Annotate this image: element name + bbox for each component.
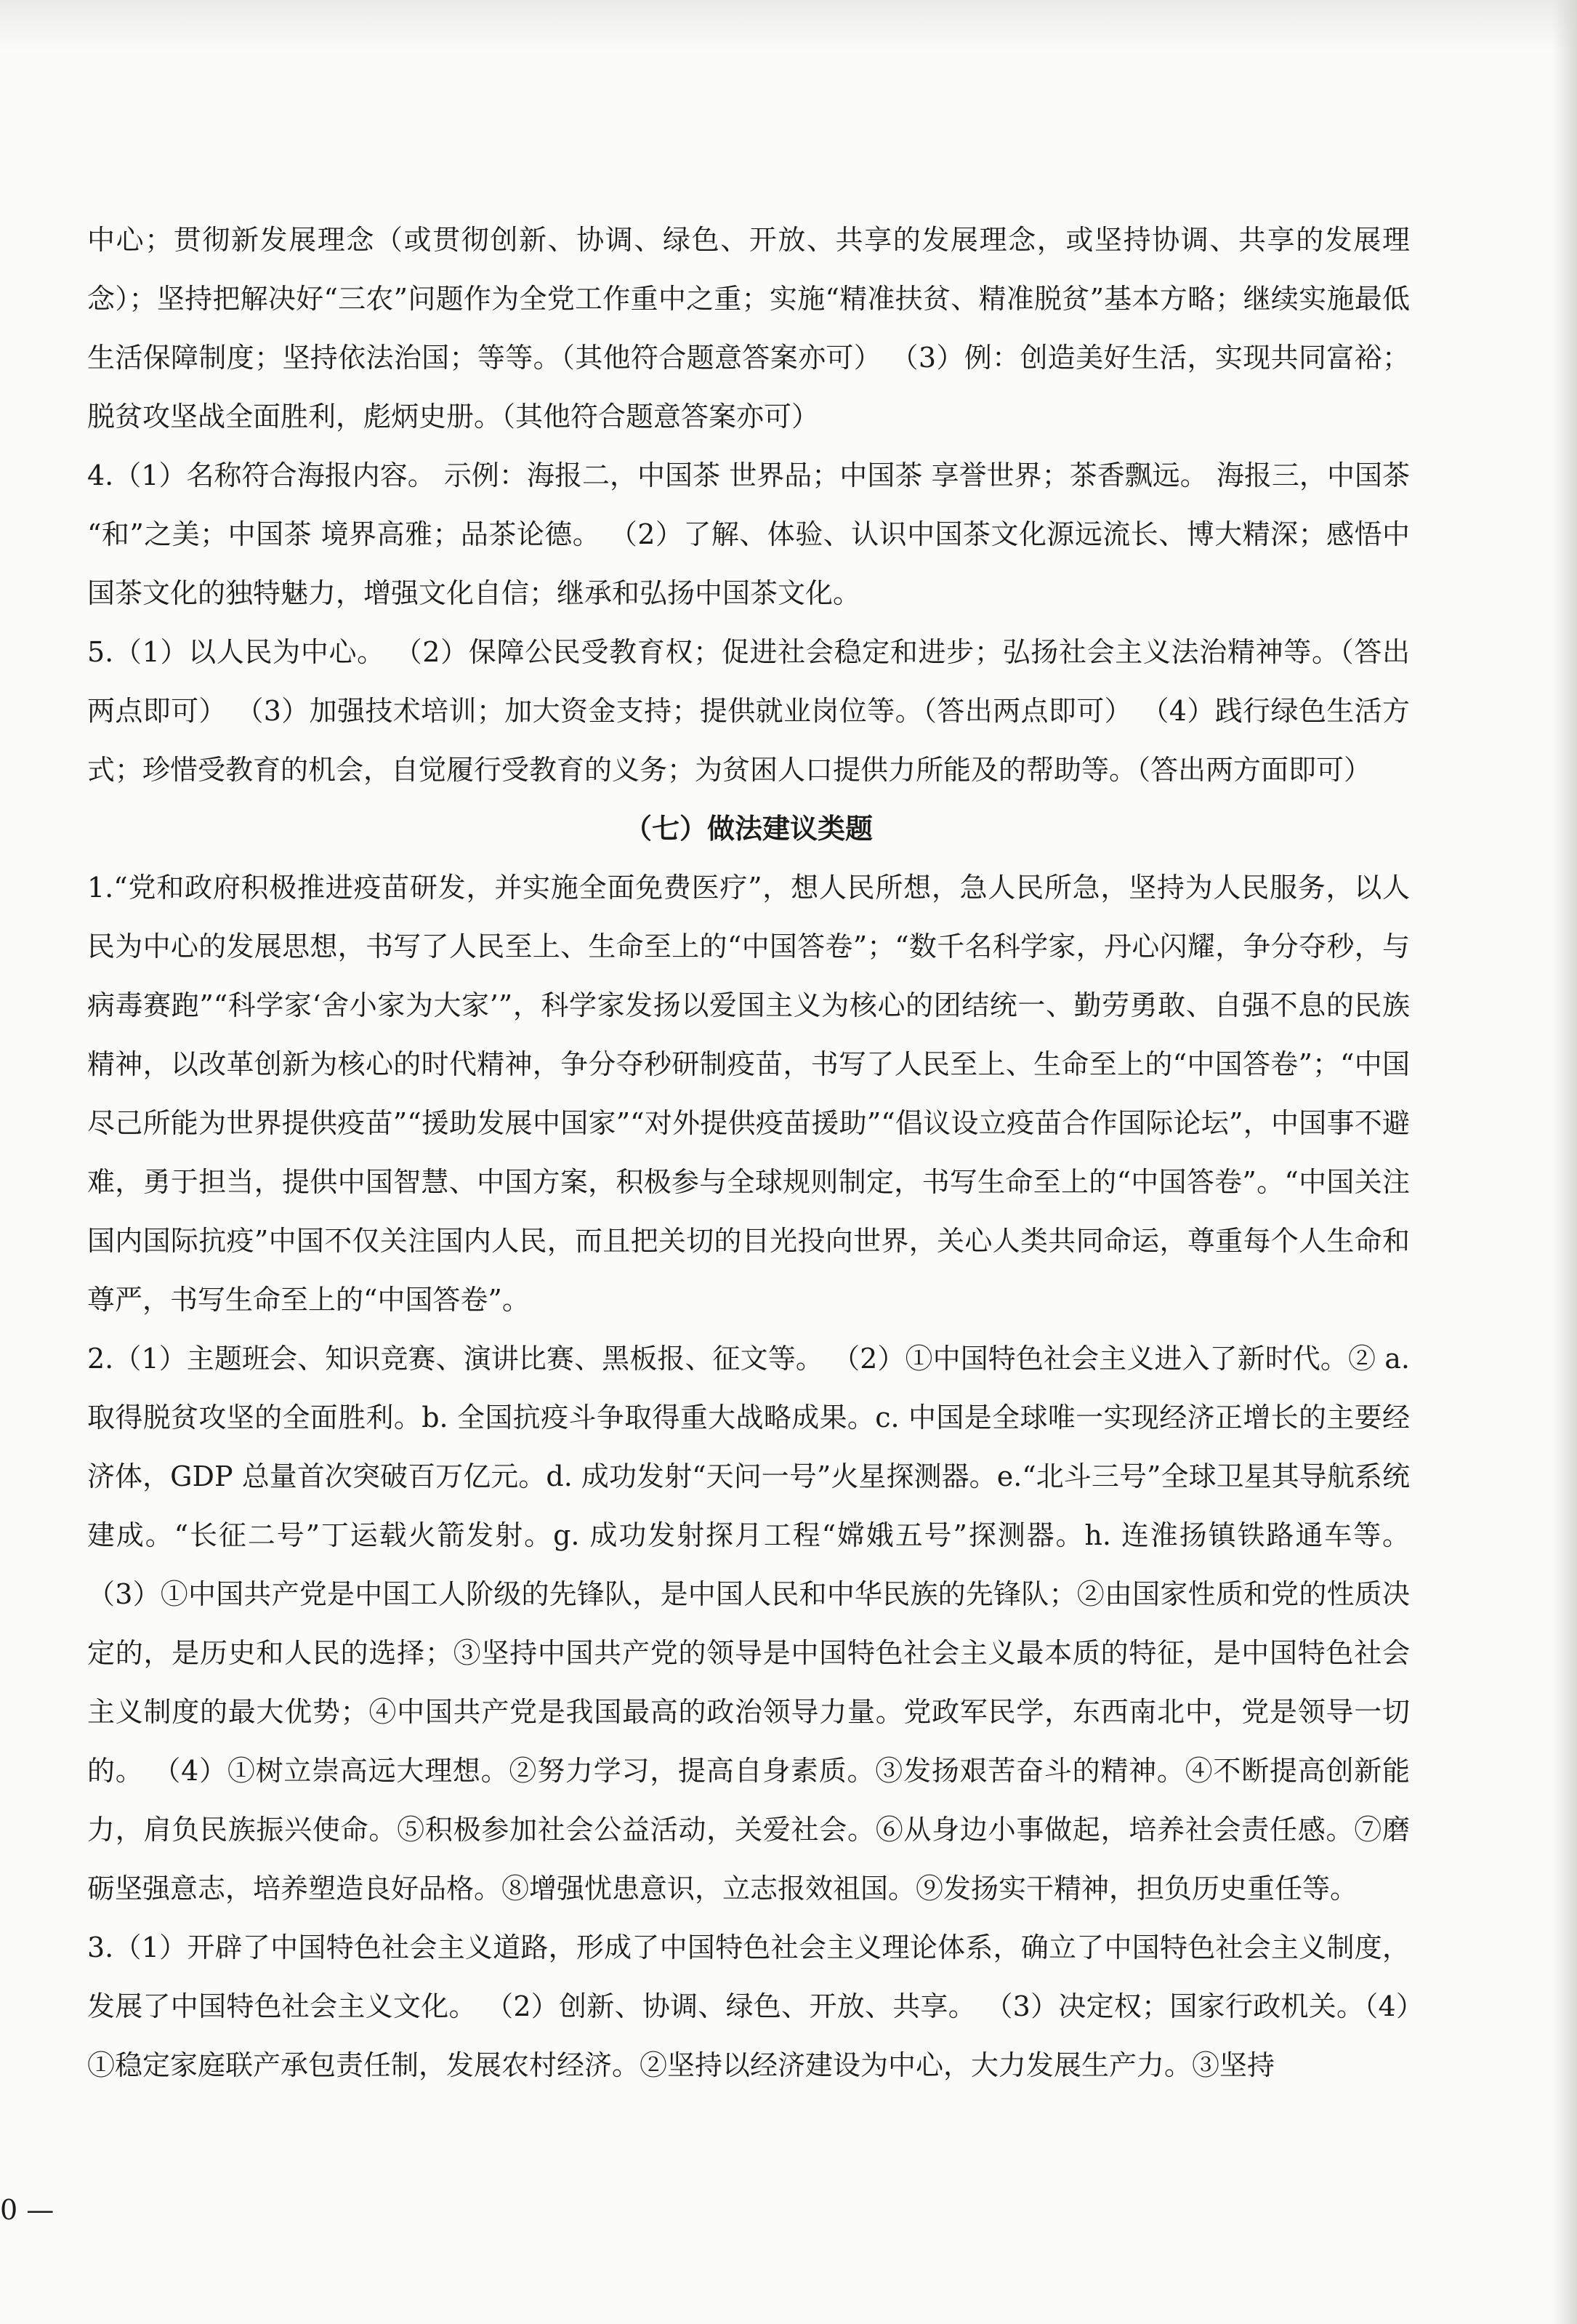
document-body bbox=[87, 211, 1410, 2095]
section-heading: （七）做法建议类题 bbox=[624, 813, 873, 845]
scan-edge-shadow bbox=[1552, 0, 1577, 2324]
answer-paragraph-1: 1.“党和政府积极推进疫苗研发，并实施全面免费医疗”，想人民所想，急人民所急，坚持为人民服务，以人民为中心的发展思想，书写了人民至上、生命至上的“中国答卷”；“数千名科学家，丹心闪耀，争分夺秒，与病毒赛跑”“科学家‘舍小家为大家’”，科学家发扬以爱国主义为核心的团结统一、勤劳勇敢、自强不息的民族精神，以改革创新为核心的时代精神，争分夺秒研制疫苗，书写了人民至上、生命至上的“中国答卷”；“中国尽己所能为世界提供疫苗”“援助发展中国家”“对外提供疫苗援助”“倡议设立疫苗合作国际论坛”，中国事不避难，勇于担当，提供中国智慧、中国方案，积极参与全球规则制定，书写生命至上的“中国答卷”。“中国关注国内国际抗疫”中国不仅关注国内人民，而且把关切的目光投向世界，关心人类共同命运，尊重每个人生命和尊严，书写生命至上的“中国答卷”。 bbox=[87, 872, 1410, 1316]
answer-paragraph-3: 3.（1）开辟了中国特色社会主义道路，形成了中国特色社会主义理论体系，确立了中国特色社会主义制度，发展了中国特色社会主义文化。 （2）创新、协调、绿色、开放、共享。 （3）决定权；国家行政机关。（4）①稳定家庭联产承包责任制，发展农村经济。②坚持以经济建设为中心，大力发展生产力。③坚持 bbox=[87, 1931, 1410, 2081]
answer-paragraph-5: 5.（1）以人民为中心。 （2）保障公民受教育权；促进社会稳定和进步；弘扬社会主义法治精神等。（答出两点即可） （3）加强技术培训；加大资金支持；提供就业岗位等。（答出两点即可） （4）践行绿色生活方式；珍惜受教育的机会，自觉履行受教育的义务；为贫困人口提供力所能及的帮助等。（答出两方面即可） bbox=[87, 636, 1410, 786]
scan-top-shadow bbox=[0, 0, 1577, 51]
answer-paragraph-continued: 中心；贯彻新发展理念（或贯彻创新、协调、绿色、开放、共享的发展理念，或坚持协调、共享的发展理念）；坚持把解决好“三农”问题作为全党工作重中之重；实施“精准扶贫、精准脱贫”基本方略；继续实施最低生活保障制度；坚持依法治国；等等。（其他符合题意答案亦可） （3）例：创造美好生活，实现共同富裕；脱贫攻坚战全面胜利，彪炳史册。（其他符合题意答案亦可） bbox=[87, 224, 1410, 433]
answer-paragraph-4: 4.（1）名称符合海报内容。 示例：海报二，中国茶 世界品；中国茶 享誉世界；茶香飘远。 海报三，中国茶 “和”之美；中国茶 境界高雅；品茶论德。 （2）了解、体验、认识中国茶文化源远流长、博大精深；感悟中国茶文化的独特魅力，增强文化自信；继承和弘扬中国茶文化。 bbox=[87, 459, 1410, 609]
page-number: 0 — bbox=[0, 2194, 55, 2226]
answer-paragraph-2: 2.（1）主题班会、知识竞赛、演讲比赛、黑板报、征文等。 （2）①中国特色社会主义进入了新时代。② a. 取得脱贫攻坚的全面胜利。b. 全国抗疫斗争取得重大战略成果。c. 中国是全球唯一实现经济正增长的主要经济体，GDP 总量首次突破百万亿元。d. 成功发射“天问一号”火星探测器。e.“北斗三号”全球卫星其导航系统建成。“长征二号”丁运载火箭发射。g. 成功发射探月工程“嫦娥五号”探测器。h. 连淮扬镇铁路通车等。 （3）①中国共产党是中国工人阶级的先锋队，是中国人民和中华民族的先锋队；②由国家性质和党的性质决定的，是历史和人民的选择；③坚持中国共产党的领导是中国特色社会主义最本质的特征，是中国特色社会主义制度的最大优势；④中国共产党是我国最高的政治领导力量。党政军民学，东西南北中，党是领导一切的。 （4）①树立崇高远大理想。②努力学习，提高自身素质。③发扬艰苦奋斗的精神。④不断提高创新能力，肩负民族振兴使命。⑤积极参加社会公益活动，关爱社会。⑥从身边小事做起，培养社会责任感。⑦磨砺坚强意志，培养塑造良好品格。⑧增强忧患意识，立志报效祖国。⑨发扬实干精神，担负历史重任等。 bbox=[87, 1343, 1410, 1905]
